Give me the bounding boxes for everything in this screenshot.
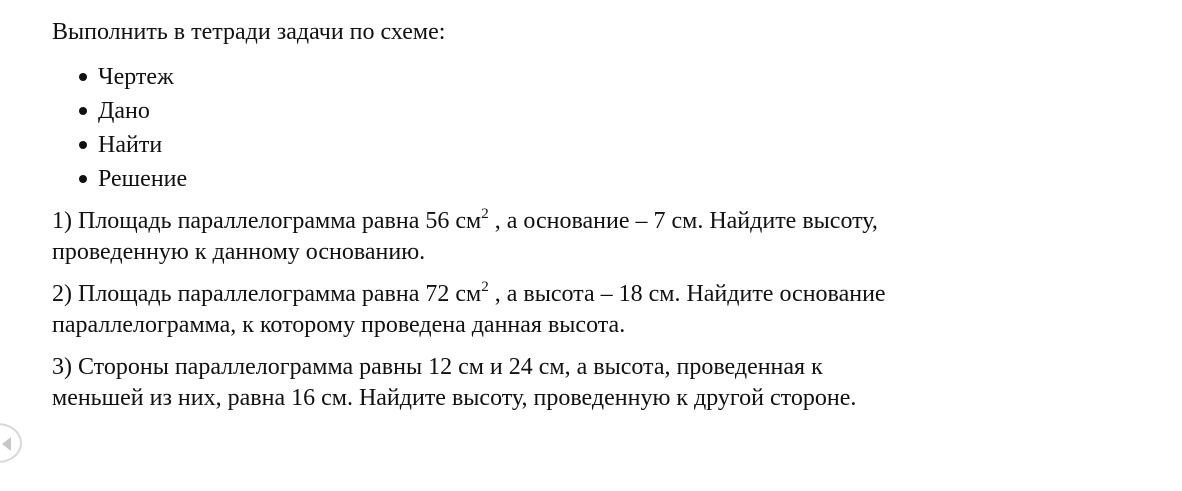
list-item-label: Найти: [98, 132, 163, 158]
bullet-icon: [79, 73, 87, 81]
task-2: [52, 279, 912, 341]
task-text-continued: , а высота – 18 см. Найдите основание параллелограмма, к которому проведена данная высота.: [52, 281, 886, 338]
bullet-icon: [79, 107, 87, 115]
task-text: 2) Площадь параллелограмма равна 72 см: [52, 281, 482, 307]
bullet-icon: [79, 175, 87, 183]
superscript: 2: [481, 206, 489, 222]
list-item-label: Дано: [98, 98, 150, 124]
list-item-solution: [52, 162, 912, 196]
list-item-label: Чертеж: [98, 64, 174, 90]
list-item-drawing: [52, 60, 912, 94]
task-text-continued: , а основание – 7 см. Найдите высоту, проведенную к данному основанию.: [52, 208, 878, 265]
task-1: [52, 206, 912, 268]
document-body: [52, 17, 912, 425]
previous-slide-button[interactable]: [0, 423, 22, 463]
task-text: 1) Площадь параллелограмма равна 56 см: [52, 208, 482, 234]
list-item-label: Решение: [98, 166, 188, 192]
task-3: [52, 352, 912, 414]
list-item-given: [52, 94, 912, 128]
instruction-text: Выполнить в тетради задачи по схеме:: [52, 19, 446, 45]
task-text: 3) Стороны параллелограмма равны 12 см и 24 см, а высота, проведенная к меньшей из них, равна 16 см. Найдите высоту, проведенную к другой стороне.: [52, 354, 857, 411]
list-item-find: [52, 128, 912, 162]
arrow-left-icon: [2, 437, 11, 451]
solution-scheme-list: [52, 60, 912, 196]
bullet-icon: [79, 141, 87, 149]
superscript: 2: [481, 279, 489, 295]
